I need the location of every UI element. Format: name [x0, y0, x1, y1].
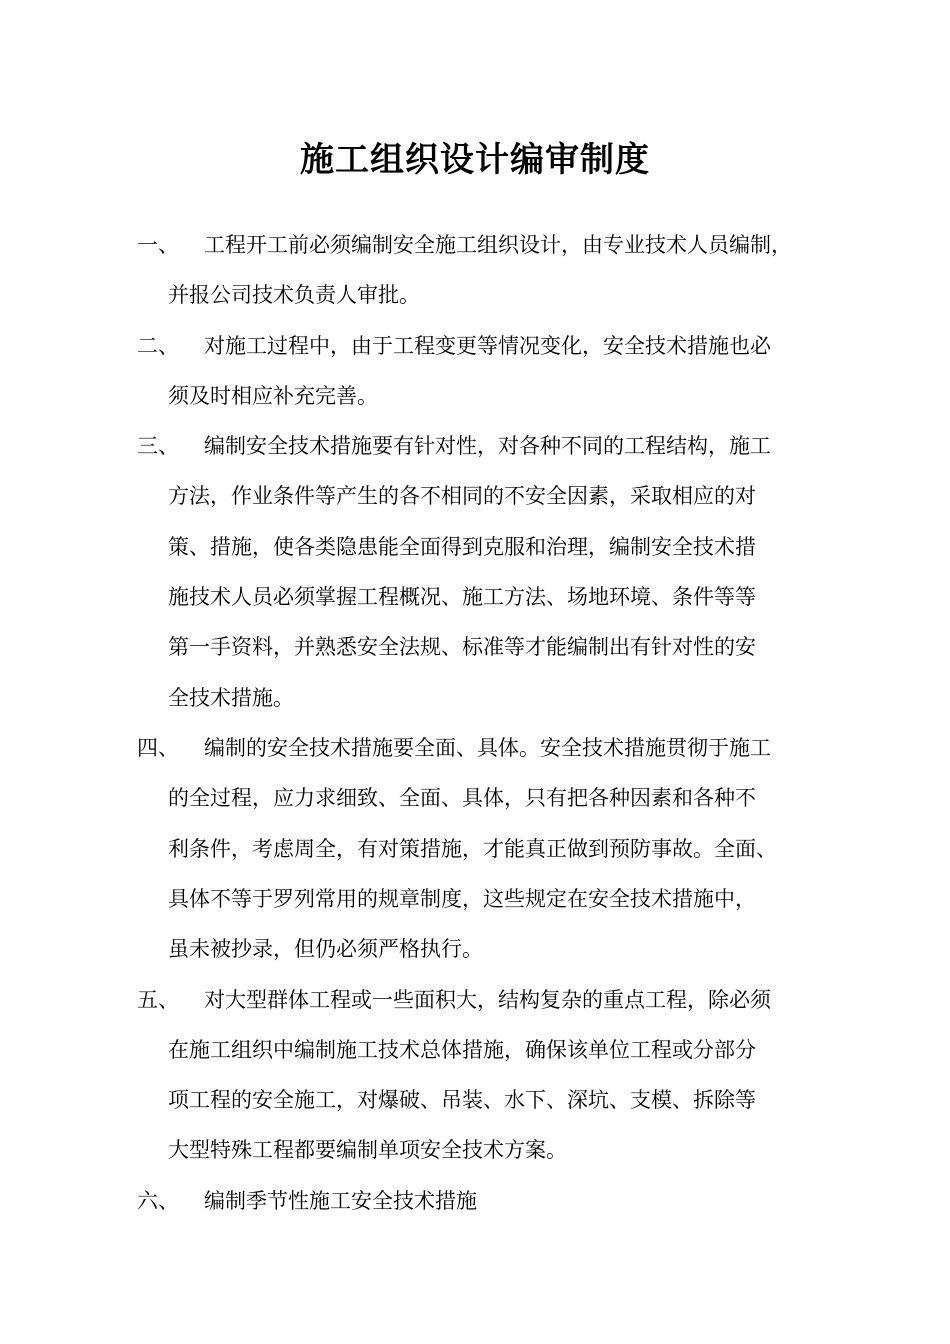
clause-line: 对施工过程中，由于工程变更等情况变化，安全技术措施也必 — [204, 333, 771, 358]
clause-line: 虽未被抄录，但仍必须严格执行。 — [168, 937, 483, 962]
clause-line: 的全过程，应力求细致、全面、具体，只有把各种因素和各种不 — [168, 786, 756, 811]
clause-number: 六、 — [137, 1188, 179, 1213]
clause-line: 编制的安全技术措施要全面、具体。安全技术措施贯彻于施工 — [204, 736, 771, 760]
clause-line: 须及时相应补充完善。 — [168, 383, 378, 408]
clause-line: 项工程的安全施工，对爆破、吊装、水下、深坑、支模、拆除等 — [168, 1088, 756, 1113]
clause-number: 一、 — [137, 233, 179, 257]
clause-line: 在施工组织中编制施工技术总体措施，确保该单位工程或分部分 — [168, 1037, 756, 1062]
clause-line: 具体不等于罗列常用的规章制度，这些规定在安全技术措施中， — [168, 886, 756, 911]
clause-line: 施技术人员必须掌握工程概况、施工方法、场地环境、条件等等 — [168, 585, 756, 610]
clause-line: 方法，作业条件等产生的各不相同的不安全因素，采取相应的对 — [168, 484, 756, 509]
clause-number: 五、 — [137, 987, 179, 1012]
clause-line: 利条件，考虑周全，有对策措施，才能真正做到预防事故。全面、 — [168, 836, 777, 861]
clause-line: 工程开工前必须编制安全施工组织设计，由专业技术人员编制， — [204, 233, 792, 257]
clause-line: 编制季节性施工安全技术措施 — [204, 1188, 477, 1213]
clause-line: 编制安全技术措施要有针对性，对各种不同的工程结构，施工 — [204, 434, 771, 459]
clause-line: 对大型群体工程或一些面积大，结构复杂的重点工程，除必须 — [204, 987, 771, 1012]
clause-line: 大型特殊工程都要编制单项安全技术方案。 — [168, 1138, 567, 1163]
clause-number: 二、 — [137, 333, 179, 358]
clause-line: 并报公司技术负责人审批。 — [168, 283, 420, 308]
document-title: 施工组织设计编审制度 — [300, 140, 650, 180]
clause-line: 第一手资料，并熟悉安全法规、标准等才能编制出有针对性的安 — [168, 635, 756, 660]
clause-line: 全技术措施。 — [168, 685, 294, 710]
clause-number: 四、 — [137, 736, 179, 760]
clause-number: 三、 — [137, 434, 179, 459]
clause-line: 策、措施，使各类隐患能全面得到克服和治理，编制安全技术措 — [168, 534, 756, 559]
